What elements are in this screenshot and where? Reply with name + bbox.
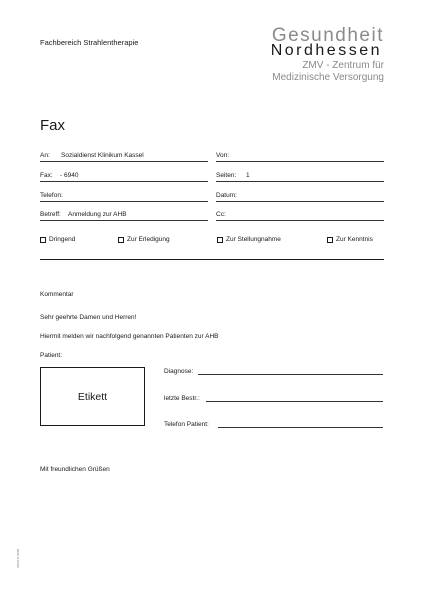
cc-line[interactable]: [216, 220, 384, 221]
to-label: An:: [40, 152, 50, 159]
checkbox-urgent-label: Dringend: [49, 236, 76, 243]
checkbox-for-comment-label: Zur Stellungnahme: [226, 236, 281, 243]
fax-value[interactable]: - 6940: [60, 172, 79, 179]
checkbox-for-info-label: Zur Kenntnis: [336, 236, 373, 243]
phone-label: Telefon:: [40, 192, 63, 199]
cc-label: Cc:: [216, 211, 226, 218]
brand-subtitle-line2: Medizinische Versorgung: [272, 72, 384, 83]
intro-text: Hiermit melden wir nachfolgend genannten Patienten zur AHB: [40, 333, 219, 340]
patient-phone-line[interactable]: [218, 427, 383, 428]
fax-line: [40, 181, 208, 182]
to-value[interactable]: Sozialdienst Klinikum Kassel: [61, 152, 144, 159]
checkbox-icon[interactable]: [40, 237, 46, 243]
department-name: Fachbereich Strahlentherapie: [40, 38, 139, 47]
checkbox-for-action-label: Zur Erledigung: [127, 236, 170, 243]
checkbox-icon[interactable]: [118, 237, 124, 243]
brand-subtitle-line1: ZMV - Zentrum für: [302, 60, 384, 71]
patient-label: Patient:: [40, 352, 63, 359]
checkbox-urgent[interactable]: [40, 236, 75, 243]
section-divider: [40, 259, 384, 260]
subject-line: [40, 220, 208, 221]
document-title: Fax: [40, 117, 66, 134]
checkbox-for-action[interactable]: [118, 236, 170, 243]
last-treatment-line[interactable]: [206, 401, 383, 402]
date-line[interactable]: [216, 201, 384, 202]
checkbox-icon[interactable]: [327, 237, 333, 243]
closing-text: Mit freundlichen Grüßen: [40, 466, 110, 473]
fax-label: Fax:: [40, 172, 53, 179]
pages-line: [216, 181, 384, 182]
greeting-text: Sehr geehrte Damen und Herren!: [40, 314, 137, 321]
checkbox-icon[interactable]: [217, 237, 223, 243]
pages-value[interactable]: 1: [246, 172, 250, 179]
comment-heading: Kommentar: [40, 291, 74, 298]
pages-label: Seiten:: [216, 172, 237, 179]
patient-phone-label: Telefon Patient:: [164, 421, 209, 428]
form-code: SN/STR 01/05: [16, 548, 20, 568]
subject-value[interactable]: Anmeldung zur AHB: [68, 211, 127, 218]
patient-label-box: [40, 367, 145, 426]
from-label: Von:: [216, 152, 230, 159]
label-box-text: Etikett: [77, 390, 108, 403]
date-label: Datum:: [216, 192, 237, 199]
subject-label: Betreff:: [40, 211, 61, 218]
from-line[interactable]: [216, 161, 384, 162]
brand-name-line2: Nordhessen: [270, 42, 382, 59]
phone-line[interactable]: [40, 201, 208, 202]
last-treatment-label: letzte Bestr.:: [164, 395, 200, 402]
checkbox-for-info[interactable]: [327, 236, 373, 243]
to-line: [40, 161, 208, 162]
brand-name-line1: Gesundheit: [271, 25, 384, 46]
diagnosis-line[interactable]: [198, 374, 383, 375]
diagnosis-label: Diagnose:: [164, 368, 194, 375]
checkbox-for-comment[interactable]: [217, 236, 281, 243]
